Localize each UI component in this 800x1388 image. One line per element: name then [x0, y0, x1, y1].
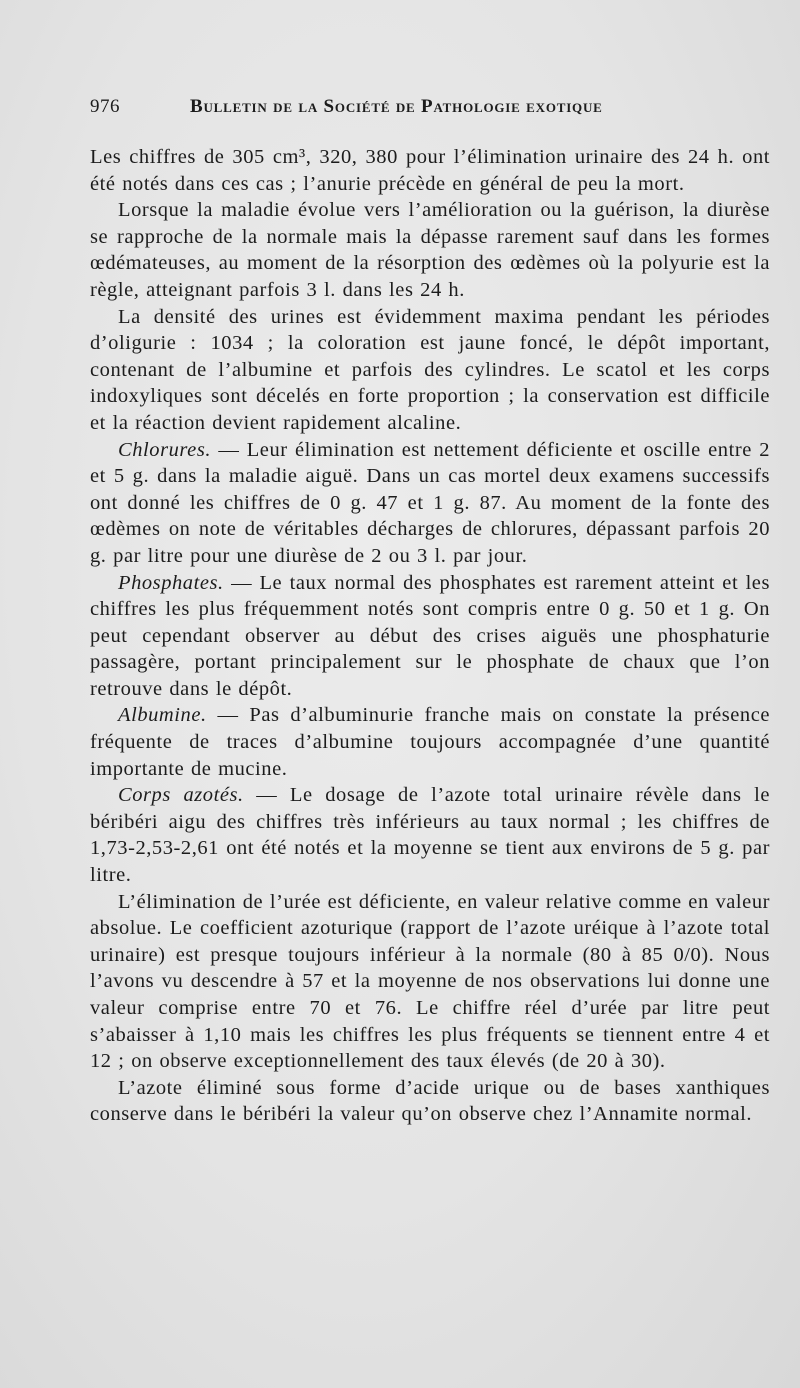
paragraph-phosphates [90, 570, 770, 703]
paragraph-text: — Le taux normal des phosphates est rarement atteint et les chiffres les plus fréquemment notés sont compris entre 0 g. 50 et 1 g. On peut cependant observer au début des crises aiguës une phosphaturie passagère, portant principalement sur le phosphate de chaux que l’on retrouve dans le dépôt. [90, 571, 770, 700]
paragraph-diurese-recovery [90, 197, 770, 303]
paragraph-azote-urique [90, 1075, 770, 1128]
running-title: Bulletin de la Société de Pathologie exotique [190, 96, 603, 117]
paragraph-density [90, 304, 770, 437]
paragraph-text: — Leur élimination est nettement déficiente et oscille entre 2 et 5 g. dans la maladie aiguë. Dans un cas mortel deux examens successifs ont donné les chiffres de 0 g. 47 et 1 g. 87. Au moment de la fonte des œdèmes on note de véritables décharges de chlorures, dépassant parfois 20 g. par litre pour une diurèse de 2 ou 3 l. par jour. [90, 438, 770, 567]
paragraph-text: L’azote éliminé sous forme d’acide urique ou de bases xanthiques conserve dans le béribéri la valeur qu’on observe chez l’Annamite normal. [90, 1076, 770, 1126]
page-header [90, 96, 780, 126]
section-heading-phosphates: Phosphates. [118, 571, 224, 594]
section-heading-chlorures: Chlorures. [118, 438, 212, 461]
paragraph-text: La densité des urines est évidemment maxima pendant les périodes d’oligurie : 1034 ; la coloration est jaune foncé, le dépôt important, contenant de l’albumine et parfois des cylindres. Le scatol et les corps indoxyliques sont décelés en forte proportion ; la conservation est difficile et la réaction devient rapidement alcaline. [90, 305, 770, 434]
page-number: 976 [90, 96, 120, 117]
section-heading-albumine: Albumine. [118, 704, 207, 727]
body-text [90, 144, 770, 1128]
section-heading-corps-azotes: Corps azotés. [118, 784, 244, 807]
paragraph-text: Lorsque la maladie évolue vers l’amélioration ou la guérison, la diurèse se rapproche de la normale mais la dépasse rarement sauf dans les formes œdémateuses, au moment de la résorption des œdèmes où la polyurie est la règle, atteignant parfois 3 l. dans les 24 h. [90, 199, 770, 301]
paragraph-corps-azotes [90, 782, 770, 888]
paragraph-text: L’élimination de l’urée est déficiente, en valeur relative comme en valeur absolue. Le coefficient azoturique (rapport de l’azote uréique à l’azote total urinaire) est presque toujours inférieur à la normale (80 à 85 0/0). Nous l’avons vu descendre à 57 et la moyenne de nos observations lui donne une valeur comprise entre 70 et 76. Le chiffre réel d’urée par litre peut s’abaisser à 1,10 mais les chiffres les plus fréquents se tiennent entre 4 et 12 ; on observe exceptionnellement des taux élevés (de 20 à 30). [90, 890, 770, 1073]
paragraph-text: — Pas d’albuminurie franche mais on constate la présence fréquente de traces d’albumine toujours accompagnée d’une quantité importante de mucine. [90, 704, 770, 780]
paragraph-uree [90, 889, 770, 1075]
paragraph-diurese-figures [90, 144, 770, 197]
paragraph-text: Les chiffres de 305 cm³, 320, 380 pour l’élimination urinaire des 24 h. ont été notés dans ces cas ; l’anurie précède en général de peu la mort. [90, 146, 770, 195]
paragraph-text: — Le dosage de l’azote total urinaire révèle dans le béribéri aigu des chiffres très inférieurs au taux normal ; les chiffres de 1,73-2,53-2,61 ont été notés et la moyenne se tient aux environs de 5 g. par litre. [90, 784, 770, 887]
paragraph-chlorures [90, 437, 770, 570]
paragraph-albumine [90, 702, 770, 782]
